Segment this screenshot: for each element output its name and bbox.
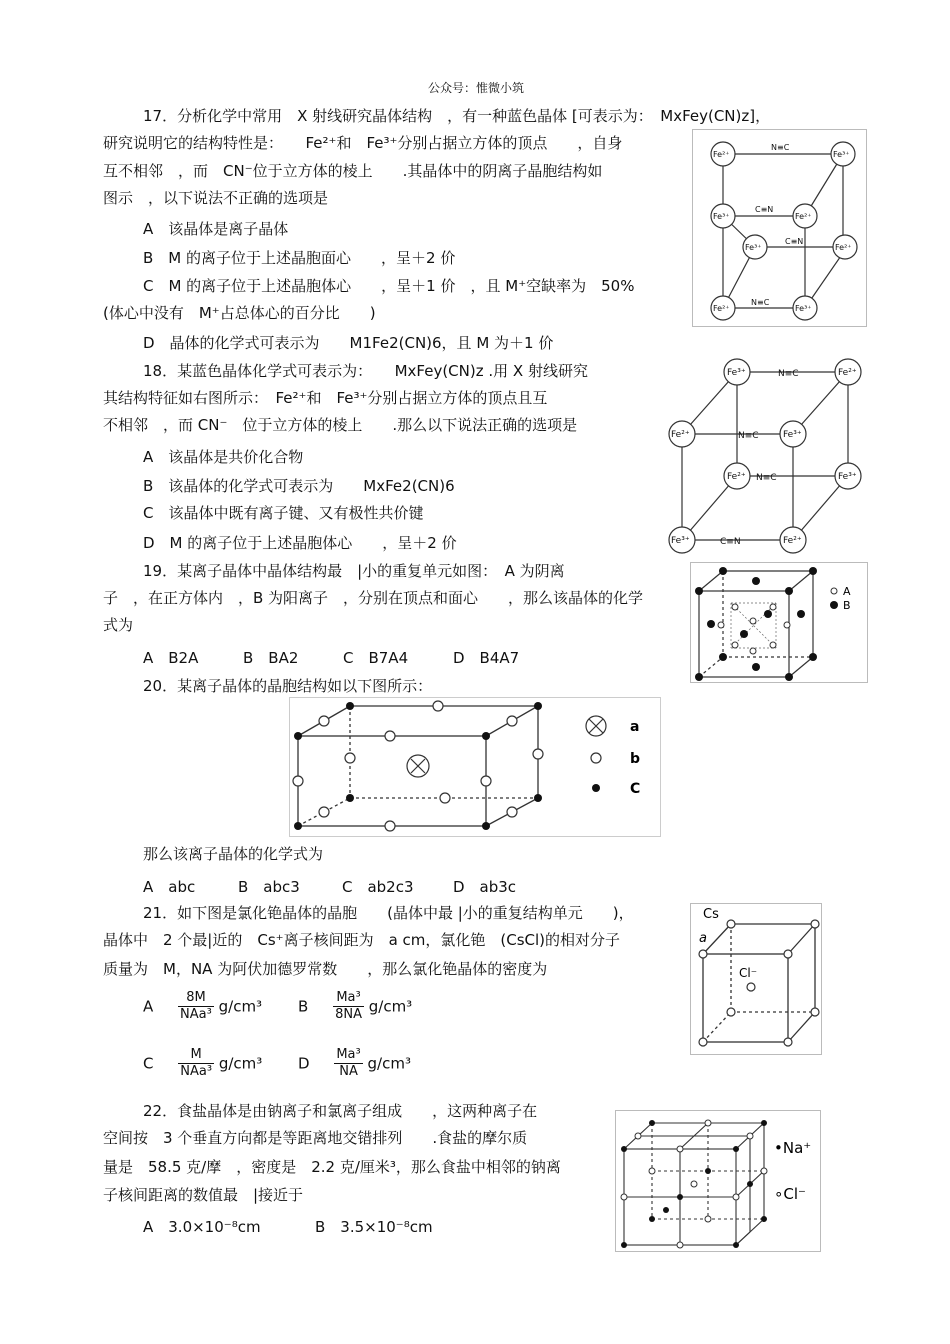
q19-legend-b: B bbox=[843, 599, 851, 612]
numerator: M bbox=[178, 1047, 214, 1064]
numerator: Ma³ bbox=[333, 990, 364, 1007]
q22-line-1: 22．食盐晶体是由钠离子和氯离子组成 ，这两种离子在 bbox=[143, 1102, 538, 1120]
unit: g/cm³ bbox=[218, 997, 263, 1016]
q17-option-b: B M 的离子位于上述晶胞面心 ，呈＋2 价 bbox=[143, 249, 456, 267]
q21-option-d bbox=[298, 1047, 411, 1080]
q22-option-a: A 3.0×10⁻⁸cm bbox=[143, 1218, 261, 1236]
denominator: NA bbox=[339, 1064, 358, 1079]
fig-label: Fe³⁺ bbox=[783, 430, 802, 440]
q21-label-cs: Cs bbox=[703, 907, 719, 922]
q21-option-c bbox=[143, 1047, 262, 1080]
option-letter: C bbox=[143, 1054, 154, 1073]
q20-option-c: C ab2c3 bbox=[342, 878, 414, 896]
q20-option-a: A abc bbox=[143, 878, 196, 896]
q22-figure-svg bbox=[616, 1111, 820, 1251]
q21-line-3: 质量为 M，NA 为阿伏加德罗常数 ，那么氯化铯晶体的密度为 bbox=[103, 960, 548, 978]
page-header: 公众号：惟微小筑 bbox=[428, 81, 525, 95]
q18-option-a: A 该晶体是共价化合物 bbox=[143, 448, 304, 466]
fig-label: C≡N bbox=[785, 237, 804, 246]
q22-legend-cl: ∘Cl⁻ bbox=[774, 1185, 806, 1203]
q19-line-3: 式为 bbox=[103, 616, 134, 634]
q22-line-4: 子核间距离的数值最 |接近于 bbox=[103, 1186, 304, 1204]
fig-label: N≡C bbox=[771, 143, 790, 152]
fig-label: N≡C bbox=[778, 369, 799, 379]
fraction bbox=[333, 990, 364, 1023]
q22-line-2: 空间按 3 个垂直方向都是等距离地交错排列 .食盐的摩尔质 bbox=[103, 1129, 528, 1147]
fig-label: Fe²⁺ bbox=[713, 304, 730, 313]
fig-label: N≡C bbox=[756, 473, 777, 483]
unit: g/cm³ bbox=[367, 1054, 411, 1073]
q22-line-3: 量是 58.5 克/摩 ，密度是 2.2 克/厘米³，那么食盐中相邻的钠离 bbox=[103, 1158, 561, 1176]
unit: g/cm³ bbox=[218, 1054, 263, 1073]
q21-option-b bbox=[298, 990, 412, 1023]
q17-option-c: C M 的离子位于上述晶胞体心 ，呈＋1 价 ，且 M⁺空缺率为 50% bbox=[143, 277, 635, 295]
q17-line-3: 互不相邻 ，而 CN⁻位于立方体的棱上 .其晶体中的阴离子晶胞结构如 bbox=[103, 162, 603, 180]
option-letter: A bbox=[143, 997, 154, 1016]
q21-line-2: 晶体中 2 个最|近的 Cs⁺离子核间距为 a cm，氯化铯 (CsCl)的相对分子 bbox=[103, 931, 621, 949]
fraction bbox=[334, 1047, 362, 1080]
fig-label: C≡N bbox=[755, 205, 774, 214]
fig-label: Fe²⁺ bbox=[783, 536, 802, 546]
fig-label: Fe³⁺ bbox=[745, 243, 762, 252]
q20-option-d: D ab3c bbox=[453, 878, 517, 896]
fig-label: Fe²⁺ bbox=[713, 150, 730, 159]
q20-legend-a: a bbox=[630, 719, 640, 735]
q20-legend-b: b bbox=[630, 751, 641, 767]
q21-line-1: 21．如下图是氯化铯晶体的晶胞 (晶体中最 |小的重复结构单元 )， bbox=[143, 904, 634, 922]
q20-line-2: 那么该离子晶体的化学式为 bbox=[143, 845, 324, 863]
fig-label: Fe³⁺ bbox=[838, 472, 857, 482]
q18-option-c: C 该晶体中既有离子键、又有极性共价键 bbox=[143, 504, 424, 522]
q19-option-c: C B7A4 bbox=[343, 649, 409, 667]
q21-label-a: a bbox=[699, 931, 707, 946]
unit: g/cm³ bbox=[368, 997, 413, 1016]
q21-option-a bbox=[143, 990, 262, 1023]
q18-line-1: 18．某蓝色晶体化学式可表示为： MxFey(CN)z .用 X 射线研究 bbox=[143, 362, 588, 380]
fig-label: Fe³⁺ bbox=[713, 212, 730, 221]
q21-figure-svg bbox=[691, 904, 821, 1054]
q18-option-b: B 该晶体的化学式可表示为 MxFe2(CN)6 bbox=[143, 477, 455, 495]
q21-label-cl: Cl⁻ bbox=[739, 966, 758, 980]
q20-figure bbox=[289, 697, 661, 837]
q17-line-4: 图示 ，以下说法不正确的选项是 bbox=[103, 189, 329, 207]
fig-label: Fe³⁺ bbox=[833, 150, 850, 159]
fig-label: Fe²⁺ bbox=[838, 368, 857, 378]
q22-legend-na: •Na⁺ bbox=[774, 1139, 812, 1157]
fig-label: N≡C bbox=[751, 298, 770, 307]
q18-figure-svg bbox=[660, 356, 870, 556]
q19-line-2: 子 ，在正方体内 ，B 为阳离子 ，分别在顶点和面心 ，那么该晶体的化学 bbox=[103, 589, 644, 607]
fig-label: Fe²⁺ bbox=[671, 430, 690, 440]
fig-label: Fe³⁺ bbox=[727, 368, 746, 378]
q19-option-d: D B4A7 bbox=[453, 649, 520, 667]
numerator: 8M bbox=[178, 990, 214, 1007]
q20-option-b: B abc3 bbox=[238, 878, 300, 896]
q18-option-d: D M 的离子位于上述晶胞体心 ，呈＋2 价 bbox=[143, 534, 457, 552]
q19-legend-a: A bbox=[843, 585, 851, 598]
q17-line-2: 研究说明它的结构特性是： Fe²⁺和 Fe³⁺分别占据立方体的顶点 ，自身 bbox=[103, 134, 623, 152]
q22-option-b: B 3.5×10⁻⁸cm bbox=[315, 1218, 433, 1236]
q18-line-2: 其结构特征如右图所示： Fe²⁺和 Fe³⁺分别占据立方体的顶点且互 bbox=[103, 389, 548, 407]
q18-line-3: 不相邻 ，而 CN⁻ 位于立方体的棱上 .那么以下说法正确的选项是 bbox=[103, 416, 578, 434]
fig-label: Fe²⁺ bbox=[835, 243, 852, 252]
q19-line-1: 19．某离子晶体中晶体结构最 |小的重复单元如图： A 为阴离 bbox=[143, 562, 565, 580]
q17-line-1: 17．分析化学中常用 X 射线研究晶体结构 ，有一种蓝色晶体 [可表示为： MxFey(CN)z]， bbox=[143, 107, 771, 125]
q19-option-a: A B2A bbox=[143, 649, 199, 667]
fig-label: Fe²⁺ bbox=[795, 212, 812, 221]
numerator: Ma³ bbox=[336, 1047, 361, 1062]
q19-figure-svg bbox=[691, 563, 867, 682]
option-letter: B bbox=[298, 997, 309, 1016]
q22-figure bbox=[615, 1110, 821, 1252]
denominator: 8NA bbox=[335, 1007, 362, 1022]
fraction bbox=[178, 990, 214, 1023]
fig-label: Fe³⁺ bbox=[671, 536, 690, 546]
denominator: NAa³ bbox=[180, 1064, 213, 1079]
fig-label: C≡N bbox=[720, 537, 741, 547]
fig-label: N≡C bbox=[738, 431, 759, 441]
q20-legend-c: C bbox=[630, 781, 641, 797]
q17-figure bbox=[692, 129, 867, 327]
q17-option-c-note: (体心中没有 M⁺占总体心的百分比 ) bbox=[103, 304, 376, 322]
option-letter: D bbox=[298, 1054, 310, 1073]
q17-option-d: D 晶体的化学式可表示为 M1Fe2(CN)6，且 M 为＋1 价 bbox=[143, 334, 554, 352]
fig-label: Fe²⁺ bbox=[727, 472, 746, 482]
q17-option-a: A 该晶体是离子晶体 bbox=[143, 220, 289, 238]
fraction bbox=[178, 1047, 214, 1080]
q17-figure-svg bbox=[693, 130, 866, 326]
q21-figure bbox=[690, 903, 822, 1055]
q19-option-b: B BA2 bbox=[243, 649, 299, 667]
q19-figure bbox=[690, 562, 868, 683]
q20-figure-svg bbox=[290, 698, 660, 836]
q18-figure bbox=[660, 356, 870, 556]
denominator: NAa³ bbox=[180, 1007, 212, 1022]
fig-label: Fe³⁺ bbox=[795, 304, 812, 313]
q20-line-1: 20．某离子晶体的晶胞结构如以下图所示： bbox=[143, 677, 433, 695]
